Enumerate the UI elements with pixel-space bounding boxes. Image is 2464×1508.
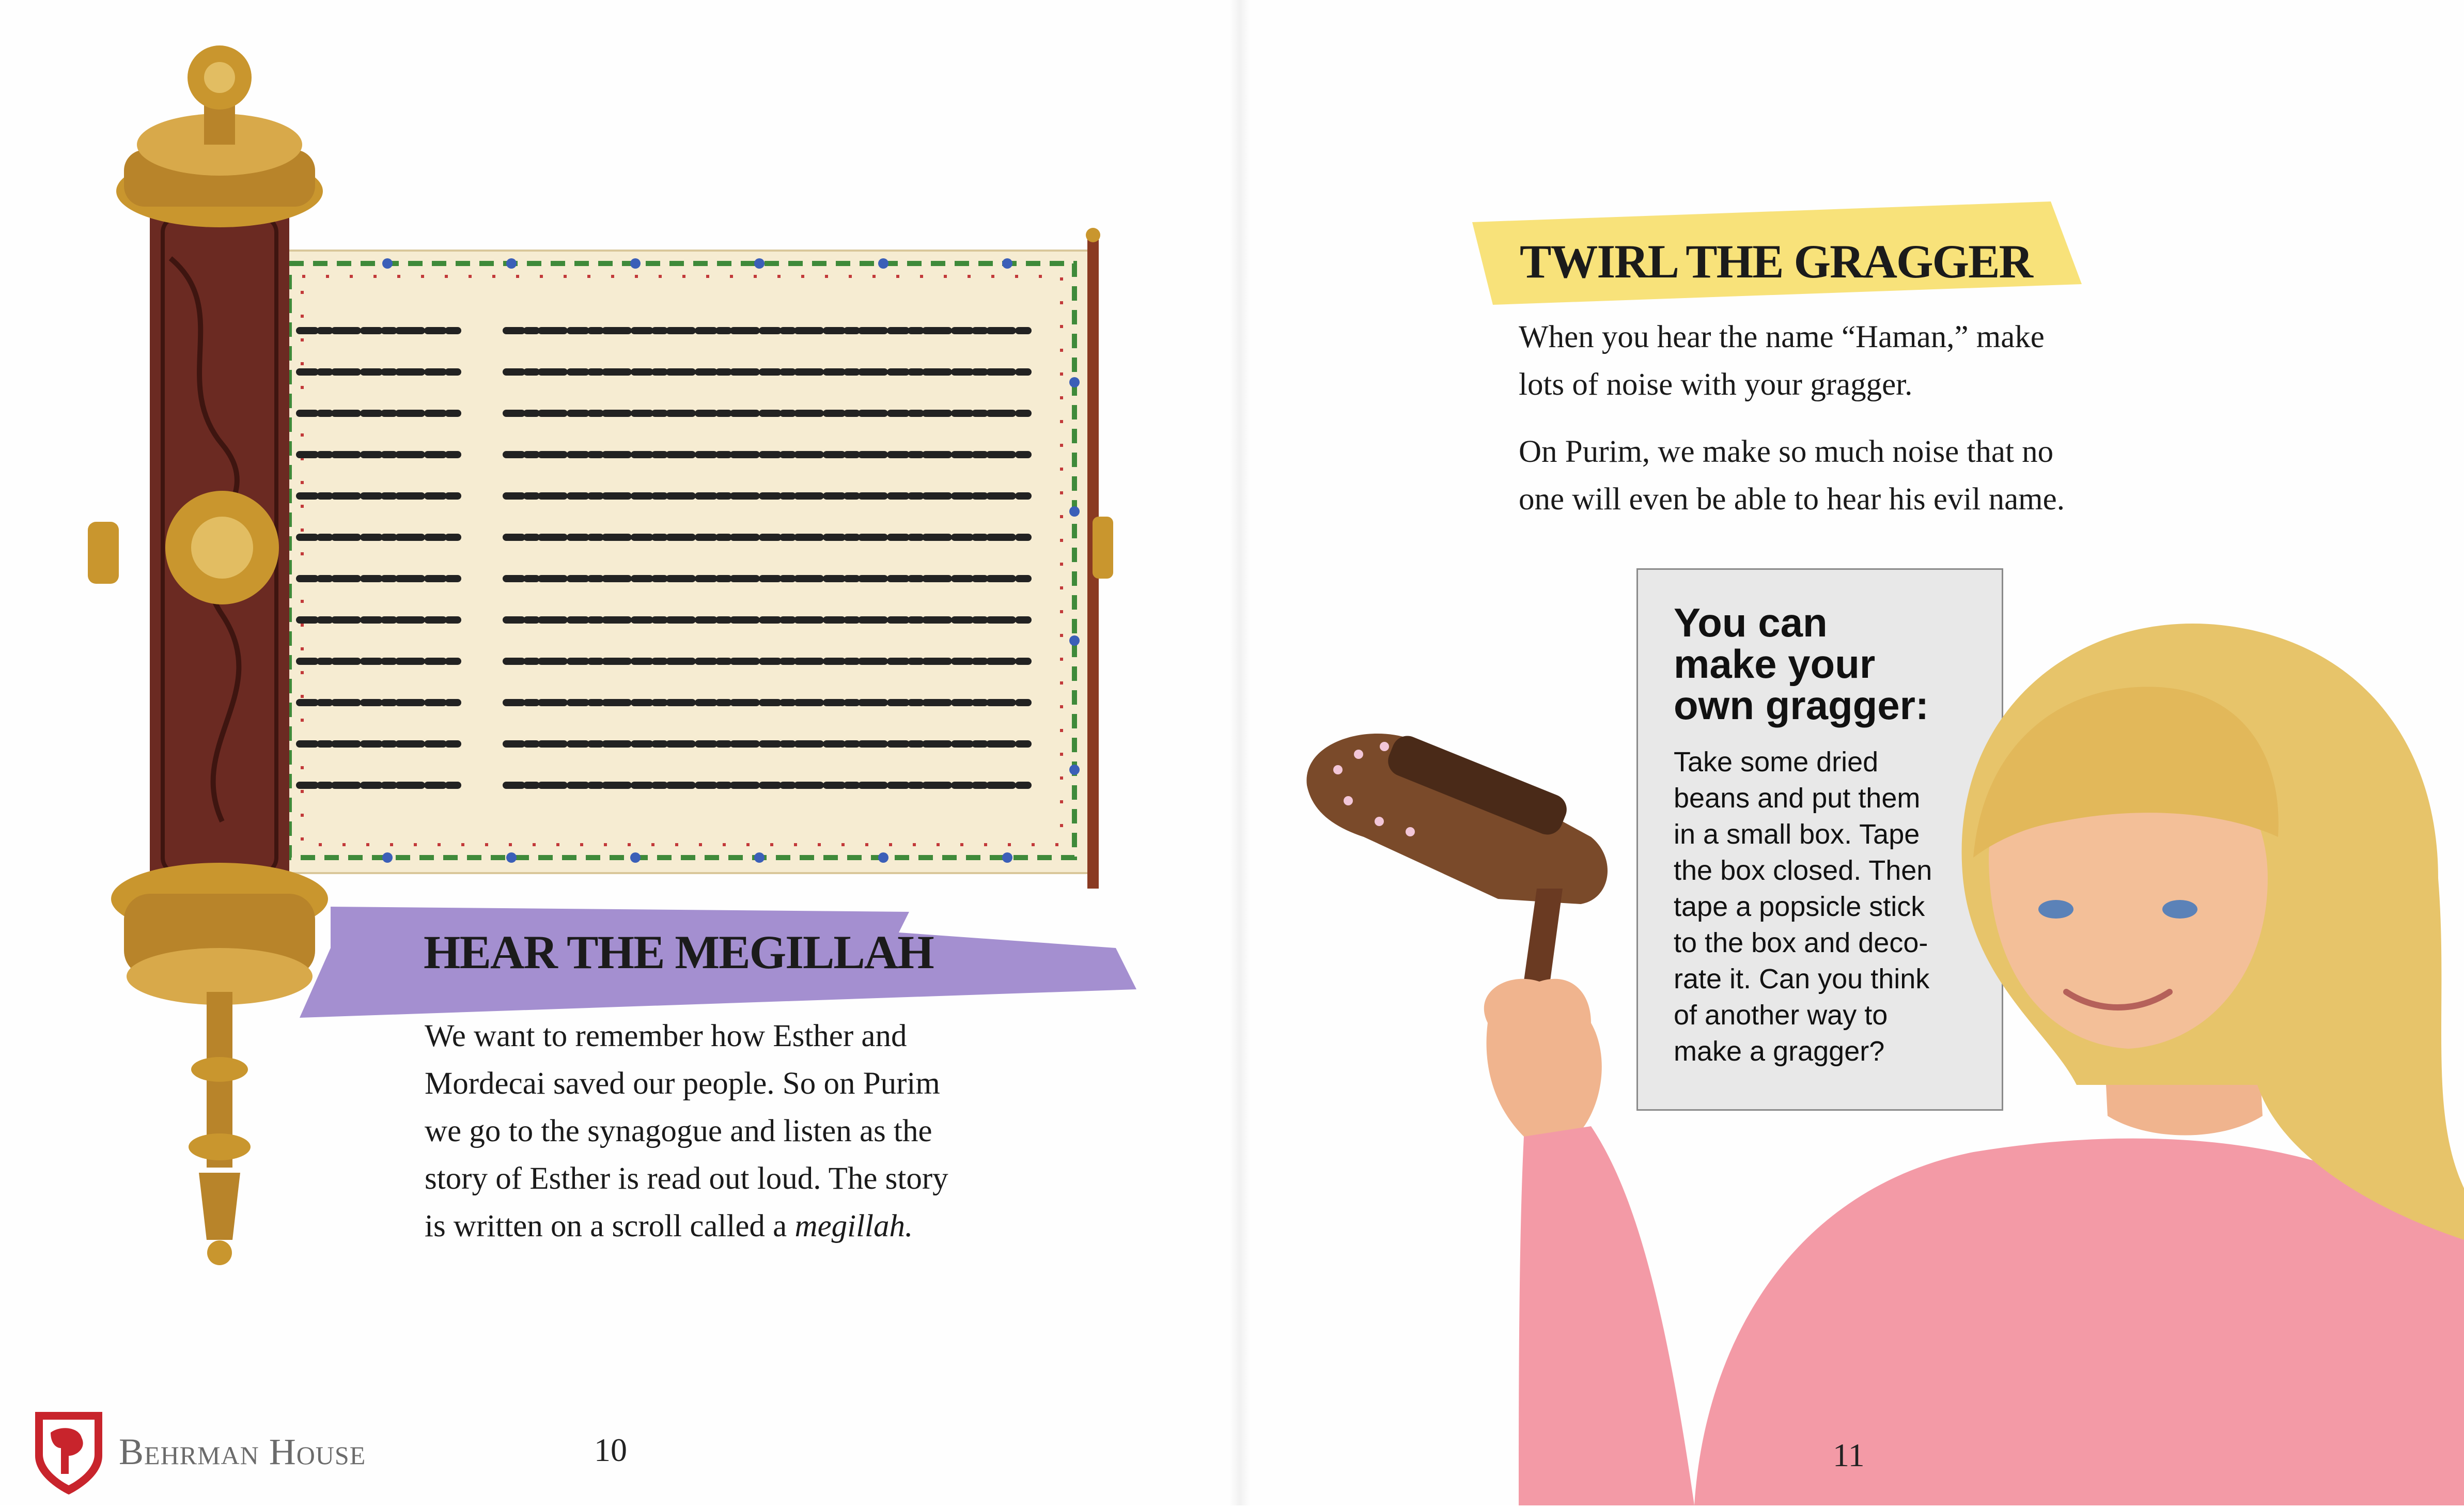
gragger-heading: TWIRL THE GRAGGER xyxy=(1520,235,2032,288)
gragger-paragraphs xyxy=(1519,314,2190,543)
tip-line-1: Take some dried xyxy=(1674,747,1879,778)
page-gutter xyxy=(1229,0,1250,1505)
tip-line-3: in a small box. Tape xyxy=(1674,819,1920,850)
megillah-line-5-text: is written on a scroll called a xyxy=(425,1209,795,1243)
tip-line-7: rate it. Can you think xyxy=(1674,963,1930,994)
page-number-left: 10 xyxy=(594,1432,627,1468)
megillah-term: megillah. xyxy=(794,1209,913,1243)
tip-title-line-3: own gragger: xyxy=(1674,682,1929,728)
tip-title-line-2: make your xyxy=(1674,641,1876,687)
megillah-heading: HEAR THE MEGILLAH xyxy=(424,926,933,978)
megillah-line-1: We want to remember how Esther and xyxy=(425,1019,907,1053)
gragger-p2-line-1: On Purim, we make so much noise that no xyxy=(1519,434,2054,469)
page-number-right: 11 xyxy=(1833,1437,1865,1473)
gragger-paragraph-1 xyxy=(1519,314,2190,409)
tip-line-8: of another way to xyxy=(1674,1000,1888,1031)
megillah-line-5 xyxy=(425,1203,1086,1250)
megillah-line-2: Mordecai saved our people. So on Purim xyxy=(425,1066,940,1101)
tip-line-5: tape a popsicle stick xyxy=(1674,891,1925,922)
girl-with-gragger-illustration xyxy=(1302,568,2464,1505)
gragger-p1-line-1: When you hear the name “Haman,” make xyxy=(1519,320,2045,354)
behrman-house-logo-icon xyxy=(30,1407,107,1497)
gragger-p2-line-2: one will even be able to hear his evil name. xyxy=(1519,482,2065,517)
gragger-p1-line-2: lots of noise with your gragger. xyxy=(1519,367,1913,402)
gragger-paragraph-2 xyxy=(1519,428,2190,523)
megillah-line-4: story of Esther is read out loud. The story xyxy=(425,1161,948,1196)
publisher-name: Behrman House xyxy=(119,1431,366,1472)
megillah-line-3: we go to the synagogue and listen as the xyxy=(425,1114,932,1148)
publisher-imprint xyxy=(30,1405,366,1498)
tip-title-line-1: You can xyxy=(1674,600,1828,645)
megillah-paragraph xyxy=(425,1013,1086,1250)
tip-line-2: beans and put them xyxy=(1674,783,1921,814)
tip-line-4: the box closed. Then xyxy=(1674,855,1932,886)
tip-line-6: to the box and deco- xyxy=(1674,927,1928,958)
tip-line-9: make a gragger? xyxy=(1674,1036,1885,1067)
